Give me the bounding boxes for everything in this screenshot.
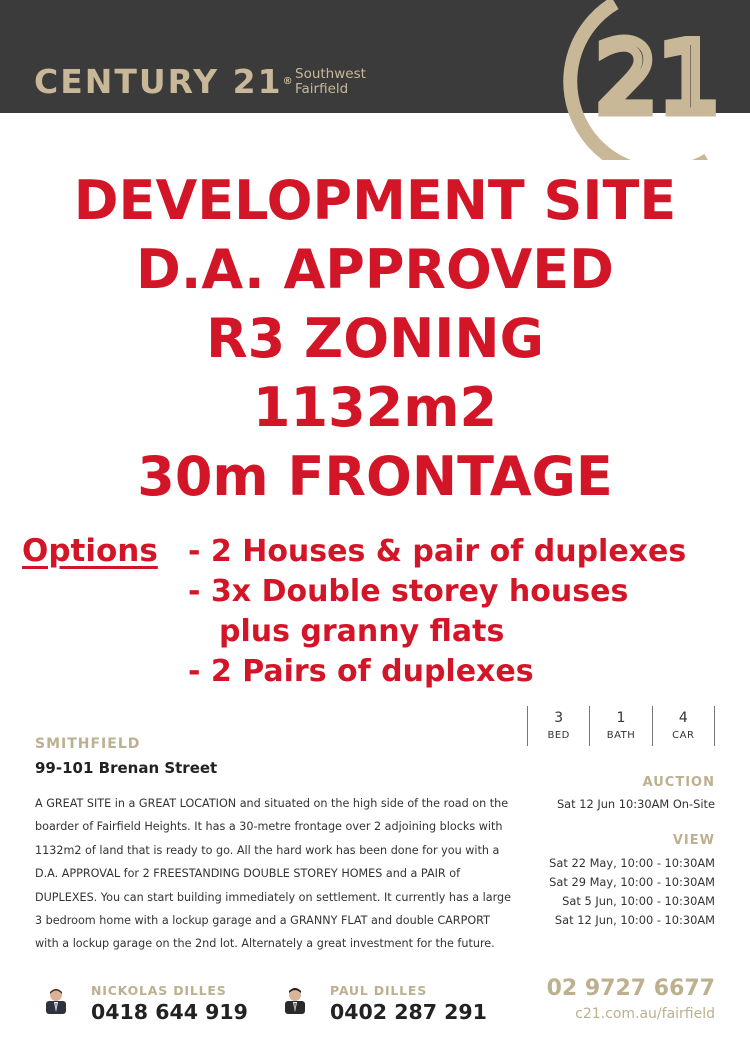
view-time: Sat 29 May, 10:00 - 10:30AM <box>549 875 715 889</box>
headline-line: R3 ZONING <box>206 307 544 370</box>
seal-numeral: 21 <box>595 22 721 136</box>
view-times <box>549 854 715 930</box>
feature-stats <box>527 706 715 746</box>
headline <box>0 166 750 511</box>
stat-car <box>652 706 715 746</box>
headline-line: 30m FRONTAGE <box>137 445 613 508</box>
century21-seal-icon <box>540 0 750 160</box>
options-list <box>188 532 686 692</box>
auction-title: AUCTION <box>642 775 715 790</box>
headline-line: D.A. APPROVED <box>136 238 614 301</box>
stat-value: 1 <box>616 710 626 726</box>
option-item: plus granny flats <box>219 614 505 649</box>
view-title: VIEW <box>672 833 715 848</box>
view-time: Sat 5 Jun, 10:00 - 10:30AM <box>562 894 715 908</box>
brand-wordmark: CENTURY 21 <box>34 62 283 101</box>
option-item: - 3x Double storey houses <box>188 574 629 609</box>
stat-label: BATH <box>606 730 636 741</box>
agent-name: PAUL DILLES <box>330 983 428 998</box>
brand-logo <box>34 62 293 102</box>
auction-time: Sat 12 Jun 10:30AM On-Site <box>556 797 715 811</box>
office-name <box>295 67 366 97</box>
agent-phone: 0402 287 291 <box>330 1000 487 1024</box>
options-label: Options <box>22 533 158 569</box>
stat-label: BED <box>547 730 570 741</box>
option-item: - 2 Houses & pair of duplexes <box>188 534 687 569</box>
office-website: c21.com.au/fairfield <box>575 1006 715 1022</box>
stat-bath <box>589 706 651 746</box>
agent-name: NICKOLAS DILLES <box>91 983 227 998</box>
office-name-line1: Southwest <box>295 66 366 82</box>
street-address: 99-101 Brenan Street <box>35 759 218 777</box>
property-description: A GREAT SITE in a GREAT LOCATION and situated on the high side of the road on the boarder of Fairfield Heights. It has a 30-metre frontage over 2 adjoining blocks with 1132m2 of land that is ready to go. All the hard work has been done for you with a D.A. APPROVAL for 2 FREESTANDING DOUBLE STOREY HOMES and a PAIR of DUPLEXES. You can start building immediately on settlement. It currently has a large 3 bedroom home with a lockup garage and a GRANNY FLAT and double CARPORT with a lockup garage on the 2nd lot. Alternately a great investment for the future. <box>35 797 511 951</box>
headline-line: DEVELOPMENT SITE <box>73 169 677 232</box>
option-item: - 2 Pairs of duplexes <box>188 654 534 689</box>
stat-bed <box>527 706 589 746</box>
registered-mark: ® <box>282 76 293 87</box>
stat-label: CAR <box>672 730 695 741</box>
office-name-line2: Fairfield <box>295 81 349 97</box>
agent-avatar-icon <box>43 986 69 1014</box>
office-phone: 02 9727 6677 <box>546 976 715 1001</box>
headline-line: 1132m2 <box>252 376 498 439</box>
suburb: SMITHFIELD <box>35 736 141 752</box>
view-time: Sat 22 May, 10:00 - 10:30AM <box>549 856 715 870</box>
stat-value: 3 <box>554 710 564 726</box>
stat-value: 4 <box>678 710 688 726</box>
agent-avatar-icon <box>282 986 308 1014</box>
agent-phone: 0418 644 919 <box>91 1000 248 1024</box>
view-time: Sat 12 Jun, 10:00 - 10:30AM <box>554 913 715 927</box>
